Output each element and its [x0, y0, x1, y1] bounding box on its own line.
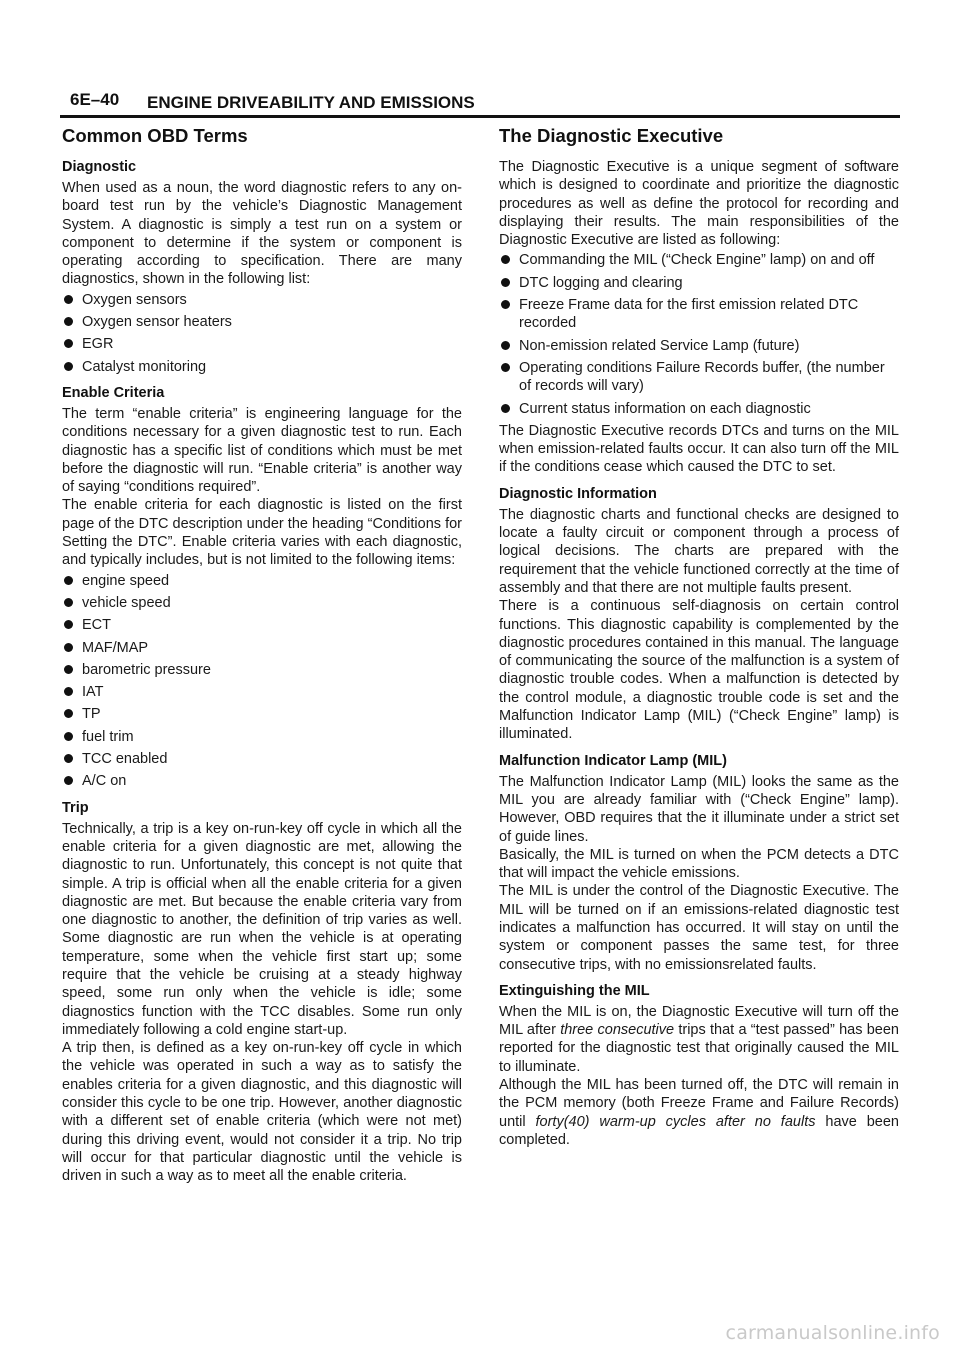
- left-column: [62, 125, 462, 1194]
- emphasis-text: three consecutive: [560, 1022, 675, 1039]
- list-item: [62, 728, 462, 746]
- section-enable-criteria: [62, 384, 462, 791]
- list-item-text: barometric pressure: [82, 661, 211, 678]
- list-item-text: engine speed: [82, 572, 170, 589]
- text-run: When the MIL is on, the Diagnostic Executive will turn off the MIL after: [499, 1003, 899, 1039]
- bullet-icon: [64, 643, 73, 652]
- paragraph: Technically, a trip is a key on-run-key off cycle in which all the enable criteria for a given diagnostic are met, allowing the diagnostic to run. Unfortunately, this concept is not quite that simple. A trip is official when all the enable criteria for a given diagnostic are met. But because the enable criteria vary from one diagnostic to another, the definition of trip varies as well. Some diagnostic are run when the vehicle is at operating temperature, some when the vehicle first start up; some require that the vehicle be cruising at a steady highway speed, some run only when the vehicle is idle; some diagnostics function with the TCC disables. Some run only immediately following a cold engine start-up.: [62, 820, 462, 1038]
- subheading-mil: Malfunction Indicator Lamp (MIL): [499, 752, 727, 769]
- subheading-diagnostic: Diagnostic: [62, 159, 137, 175]
- list-item-text: Non-emission related Service Lamp (future): [519, 337, 800, 354]
- paragraph: [499, 1076, 899, 1149]
- section-diagnostic-information: [499, 485, 899, 744]
- bullet-icon: [64, 776, 73, 785]
- running-title: ENGINE DRIVEABILITY AND EMISSIONS: [147, 93, 475, 112]
- list-item: [62, 335, 462, 353]
- list-item: [62, 616, 462, 634]
- paragraph: [499, 1003, 899, 1076]
- list-item: [499, 359, 899, 396]
- list-item: [62, 772, 462, 790]
- list-item-text: DTC logging and clearing: [519, 274, 683, 291]
- list-item-text: vehicle speed: [82, 594, 171, 611]
- list-item-text: Commanding the MIL (“Check Engine” lamp) on and off: [519, 252, 875, 269]
- list-item: [499, 400, 899, 418]
- paragraph: The Diagnostic Executive records DTCs and turns on the MIL when emission-related faults occur. It can also turn off the MIL if the conditions cease which caused the DTC to set.: [499, 422, 899, 476]
- list-item: [62, 750, 462, 768]
- list-item-text: Catalyst monitoring: [82, 358, 207, 375]
- emphasis-text: forty(40) warm-up cycles after no faults: [535, 1113, 816, 1130]
- paragraph: The enable criteria for each diagnostic is listed on the first page of the DTC description under the heading “Conditions for Setting the DTC”. Enable criteria varies with each diagnostic, and typically includes, but is not limited to the following items:: [62, 497, 462, 569]
- bullet-icon: [501, 404, 510, 413]
- section-trip: [62, 799, 462, 1186]
- bullet-icon: [501, 341, 510, 350]
- section-mil: [499, 752, 899, 974]
- page-header: [60, 86, 900, 126]
- header-rule: [60, 115, 900, 118]
- list-item: [62, 313, 462, 331]
- bullet-icon: [64, 754, 73, 763]
- list-item-text: Freeze Frame data for the first emission related DTC recorded: [519, 297, 859, 332]
- paragraph: The MIL is under the control of the Diagnostic Executive. The MIL will be turned on if an emissions-related diagnostic test indicates a malfunction has occurred. It will stay on until the system or component passes the same test, for three consecutive trips, with no emissionsrelated faults.: [499, 883, 899, 973]
- list-item-text: IAT: [82, 684, 104, 701]
- paragraph: The diagnostic charts and functional checks are designed to locate a faulty circuit or component through a process of logical decisions. The charts are prepared with the requirement that the vehicle functioned correctly at the time of assembly and that there are not multiple faults present.: [499, 506, 899, 596]
- list-item: [62, 291, 462, 309]
- list-item-text: A/C on: [82, 773, 127, 790]
- list-item: [62, 705, 462, 723]
- bullet-icon: [64, 317, 73, 326]
- text-run: have been completed.: [499, 1113, 899, 1148]
- section-heading-common-obd-terms: Common OBD Terms: [62, 125, 248, 146]
- list-item: [499, 251, 899, 269]
- paragraph: The Diagnostic Executive is a unique segment of software which is designed to coordinate and prioritize the diagnostic procedures as well as define the protocol for recording and displaying their results. The main responsibilities of the Diagnostic Executive are listed as following:: [499, 159, 899, 249]
- paragraph: A trip then, is defined as a key on-run-key off cycle in which the vehicle was operated in such a way as to satisfy the enables criteria for a given diagnostic, and this diagnostic will consider this cycle to be one trip. However, another diagnostic with a different set of enable criteria (which were not met) during this driving event, would not consider it a trip. No trip will occur for that particular diagnostic until the vehicle is driven in such a way as to meet all the enable criteria.: [62, 1040, 462, 1185]
- section-heading-diagnostic-executive: The Diagnostic Executive: [499, 125, 724, 146]
- subheading-diagnostic-information: Diagnostic Information: [499, 485, 657, 502]
- list-item-text: fuel trim: [82, 728, 134, 745]
- list-item-text: TCC enabled: [82, 751, 168, 768]
- list-item: [62, 358, 462, 376]
- bullet-icon: [64, 576, 73, 585]
- paragraph: There is a continuous self-diagnosis on certain control functions. This diagnostic capability is complemented by the diagnostic procedures contained in this manual. The language of communicating the source of the malfunction is a system of diagnostic trouble codes. When a malfunction is detected by the control module, a diagnostic trouble code is set and the Malfunction Indicator Lamp (MIL) (“Check Engine” lamp) is illuminated.: [499, 598, 899, 743]
- list-item-text: Oxygen sensors: [82, 291, 187, 308]
- list-item: [499, 337, 899, 355]
- text-run: trips that a “test passed” has been reported for the diagnostic test that originally caused the MIL to illuminate.: [499, 1022, 899, 1075]
- section-diagnostic-executive: [499, 158, 899, 477]
- section-diagnostic: [62, 158, 462, 376]
- list-item-text: MAF/MAP: [82, 639, 149, 656]
- list-item: [499, 296, 899, 333]
- bullet-icon: [64, 339, 73, 348]
- subheading-trip: Trip: [62, 799, 89, 816]
- subheading-enable-criteria: Enable Criteria: [62, 384, 165, 401]
- list-item-text: Current status information on each diagnostic: [519, 400, 811, 417]
- bullet-icon: [64, 295, 73, 304]
- bullet-icon: [501, 363, 510, 372]
- bullet-icon: [64, 362, 73, 371]
- list-item: [62, 639, 462, 657]
- list-item-text: EGR: [82, 336, 114, 353]
- list-item: [62, 594, 462, 612]
- text-run: Although the MIL has been turned off, the DTC will remain in the PCM memory (both Freeze Frame and Failure Records) until: [499, 1077, 899, 1130]
- section-extinguishing-mil: [499, 982, 899, 1149]
- bullet-icon: [64, 687, 73, 696]
- enable-criteria-list: [62, 572, 462, 791]
- bullet-icon: [64, 620, 73, 629]
- list-item-text: Oxygen sensor heaters: [82, 314, 232, 331]
- bullet-icon: [64, 598, 73, 607]
- bullet-icon: [501, 278, 510, 287]
- page-number: 6E–40: [70, 90, 120, 109]
- list-item: [62, 572, 462, 590]
- list-item-text: TP: [82, 706, 101, 723]
- list-item: [62, 661, 462, 679]
- paragraph: Basically, the MIL is turned on when the PCM detects a DTC that will impact the vehicle emissions.: [499, 846, 899, 882]
- subheading-extinguishing-mil: Extinguishing the MIL: [499, 982, 650, 999]
- bullet-icon: [501, 255, 510, 264]
- diagnostics-list: [62, 291, 462, 376]
- paragraph: When used as a noun, the word diagnostic refers to any on-board test run by the vehicle’s Diagnostic Management System. A diagnostic is simply a test run on a system or component to determine if the system or component is operating according to specification. There are many diagnostics, shown in the following list:: [62, 180, 462, 288]
- bullet-icon: [64, 709, 73, 718]
- list-item: [499, 274, 899, 292]
- bullet-icon: [64, 732, 73, 741]
- paragraph: The Malfunction Indicator Lamp (MIL) looks the same as the MIL you are already familiar with (“Check Engine” lamp). However, OBD requires that the it illuminate under a strict set of guide lines.: [499, 773, 899, 845]
- bullet-icon: [501, 300, 510, 309]
- paragraph: The term “enable criteria” is engineering language for the conditions necessary for a given diagnostic test to run. Each diagnostic has a specific list of conditions which must be met before the diagnostic will run. “Enable criteria” is another way of saying “conditions required”.: [62, 405, 462, 496]
- bullet-icon: [64, 665, 73, 674]
- list-item-text: ECT: [82, 617, 111, 634]
- watermark: carmanualsonline.info: [725, 1322, 940, 1344]
- list-item: [62, 683, 462, 701]
- right-column: [499, 125, 899, 1157]
- responsibilities-list: [499, 251, 899, 417]
- list-item-text: Operating conditions Failure Records buffer, (the number of records will vary): [519, 359, 885, 395]
